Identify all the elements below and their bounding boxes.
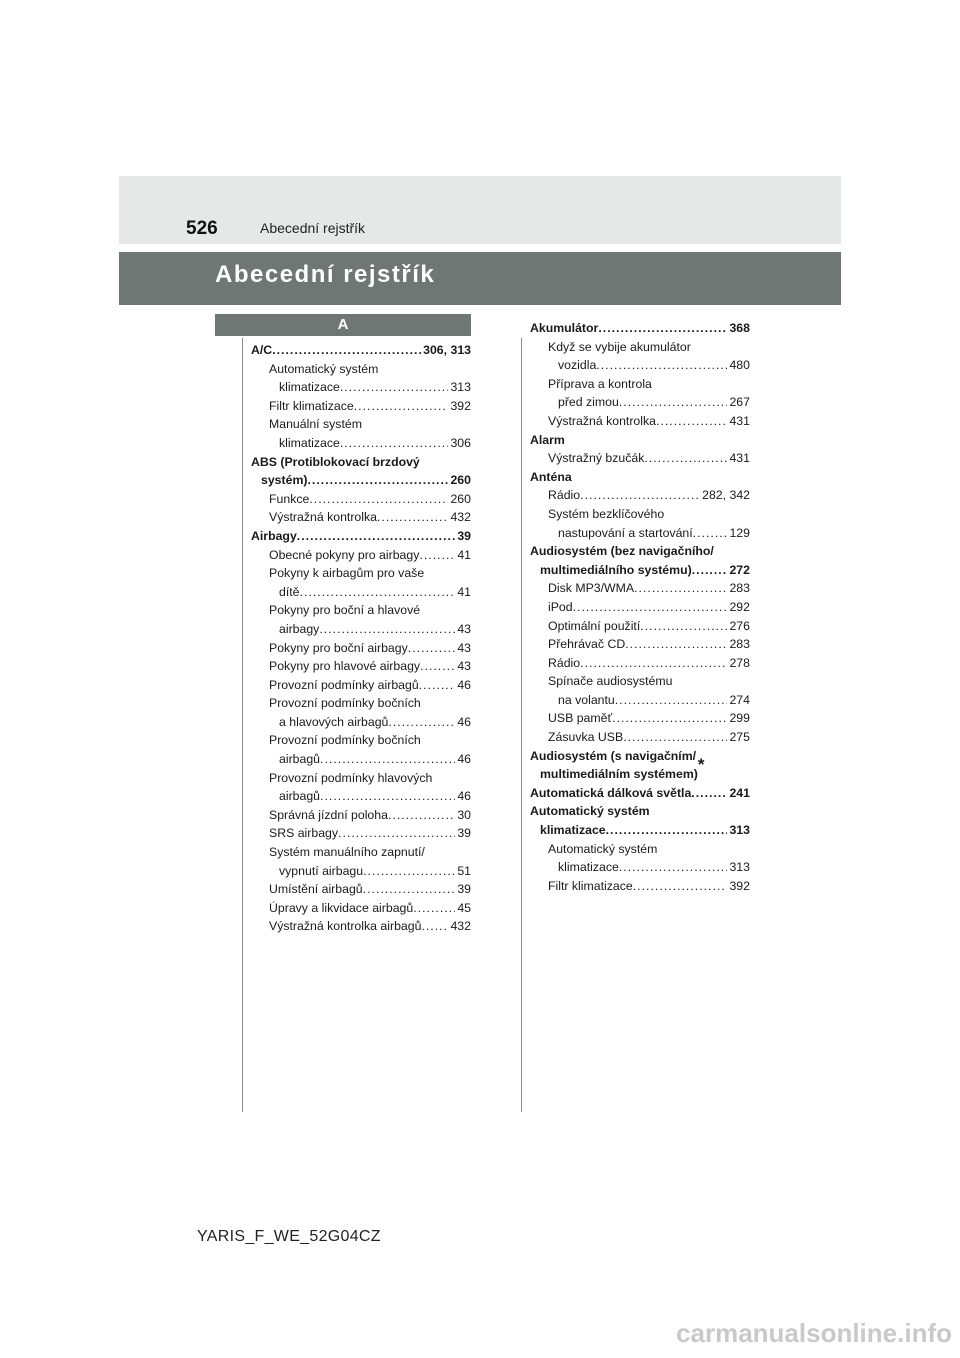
index-entry-page: 272 bbox=[729, 562, 750, 577]
index-entry bbox=[530, 877, 750, 896]
index-entry bbox=[251, 378, 471, 397]
index-entry-page: 299 bbox=[729, 711, 750, 726]
dot-leader bbox=[363, 862, 455, 881]
index-entry-text: airbagů bbox=[279, 752, 321, 767]
index-entry-text: Rádio bbox=[548, 655, 581, 670]
dot-leader bbox=[340, 434, 449, 453]
index-entry-text: Optimální použití bbox=[548, 618, 641, 633]
dot-leader bbox=[615, 691, 728, 710]
index-entry-text: Akumulátor bbox=[530, 321, 599, 335]
index-entry-text: Manuální systém bbox=[269, 417, 362, 432]
dot-leader bbox=[606, 821, 728, 840]
index-entry-text: klimatizace bbox=[558, 860, 619, 875]
index-entry bbox=[530, 468, 750, 487]
index-entry-page: 275 bbox=[729, 730, 750, 745]
index-entry bbox=[251, 620, 471, 639]
dot-leader bbox=[377, 508, 448, 527]
index-entry-text: A/C bbox=[251, 343, 273, 357]
index-entry bbox=[251, 880, 471, 899]
dot-leader bbox=[623, 728, 727, 747]
index-entry bbox=[530, 356, 750, 375]
index-entry-text: USB paměť bbox=[548, 711, 613, 726]
dot-leader bbox=[388, 713, 455, 732]
index-entry-text: Přehrávač CD bbox=[548, 637, 626, 652]
index-entry-page: 41 bbox=[457, 547, 471, 562]
index-entry-text: Úpravy a likvidace airbagů bbox=[269, 900, 414, 915]
index-entry-page: 41 bbox=[457, 584, 471, 599]
index-entry bbox=[251, 583, 471, 602]
index-entry bbox=[530, 840, 750, 859]
index-entry-page: 292 bbox=[729, 599, 750, 614]
dot-leader bbox=[640, 617, 727, 636]
dot-leader bbox=[612, 709, 727, 728]
index-entry-text: Zásuvka USB bbox=[548, 730, 624, 745]
index-entry-page: 274 bbox=[729, 692, 750, 707]
index-entry-text: Obecné pokyny pro airbagy bbox=[269, 547, 420, 562]
index-entry-text: multimediálním systémem) bbox=[540, 767, 698, 782]
index-entry bbox=[251, 843, 471, 862]
index-entry bbox=[251, 415, 471, 434]
index-entry-text: ABS (Protiblokovací brzdový bbox=[251, 454, 420, 469]
index-entry-text: Disk MP3/WMA bbox=[548, 581, 635, 596]
index-entry bbox=[530, 579, 750, 598]
index-entry-page: 51 bbox=[457, 863, 471, 878]
dot-leader bbox=[633, 877, 728, 896]
index-entry-page: 39 bbox=[457, 826, 471, 841]
index-entry-page: 368 bbox=[729, 321, 750, 335]
index-entry-text: Umístění airbagů bbox=[269, 882, 363, 897]
index-entry-page: 392 bbox=[450, 398, 471, 413]
index-entry bbox=[530, 505, 750, 524]
index-entry-text: Automatický systém bbox=[269, 361, 379, 376]
dot-leader bbox=[340, 378, 449, 397]
index-entry-text: Provozní podmínky bočních bbox=[269, 733, 421, 748]
index-entry-text: airbagů bbox=[279, 789, 321, 804]
index-entry bbox=[530, 319, 750, 338]
dot-leader bbox=[598, 319, 727, 338]
index-entry-text: Filtr klimatizace bbox=[548, 878, 633, 893]
index-entry bbox=[530, 709, 750, 728]
dot-leader bbox=[619, 393, 728, 412]
index-entry-page: 43 bbox=[457, 640, 471, 655]
index-entry bbox=[251, 601, 471, 620]
index-entry bbox=[530, 858, 750, 877]
index-entry-page: 313 bbox=[729, 860, 750, 875]
dot-leader bbox=[619, 858, 728, 877]
index-entry-text: Výstražná kontrolka bbox=[269, 510, 377, 525]
index-entry-text: klimatizace bbox=[279, 435, 340, 450]
dot-leader bbox=[656, 412, 727, 431]
index-entry bbox=[530, 449, 750, 468]
index-entry-page: 39 bbox=[457, 882, 471, 897]
index-entry bbox=[251, 639, 471, 658]
dot-leader bbox=[300, 583, 456, 602]
index-entry-page: 46 bbox=[457, 714, 471, 729]
section-letter: A bbox=[215, 314, 471, 336]
index-entry-page: 43 bbox=[457, 659, 471, 674]
index-entry bbox=[530, 561, 750, 580]
index-entry-text: Výstražná kontrolka airbagů bbox=[269, 919, 422, 934]
document-code: YARIS_F_WE_52G04CZ bbox=[197, 1228, 381, 1245]
index-entry bbox=[251, 453, 471, 472]
index-entry-text: Automatický systém bbox=[530, 804, 650, 819]
dot-leader bbox=[644, 449, 727, 468]
index-entry-text: Automatický systém bbox=[548, 841, 658, 856]
dot-leader bbox=[320, 787, 455, 806]
index-entry-page: 267 bbox=[729, 395, 750, 410]
index-entry-page: 46 bbox=[457, 752, 471, 767]
dot-leader bbox=[388, 806, 455, 825]
index-entry bbox=[251, 769, 471, 788]
dot-leader bbox=[413, 899, 455, 918]
index-entry bbox=[530, 412, 750, 431]
index-entry bbox=[251, 527, 471, 546]
index-entry bbox=[530, 654, 750, 673]
index-entry bbox=[530, 691, 750, 710]
index-entry bbox=[530, 542, 750, 561]
index-entry-text: Rádio bbox=[548, 488, 581, 503]
index-entry-page: 313 bbox=[729, 823, 750, 838]
dot-leader bbox=[363, 880, 456, 899]
index-entry bbox=[530, 338, 750, 357]
dot-leader bbox=[309, 490, 448, 509]
index-entry-page: 432 bbox=[450, 510, 471, 525]
index-entry-page: 306, 313 bbox=[423, 343, 471, 357]
index-entry-text: klimatizace bbox=[279, 380, 340, 395]
index-column-right bbox=[530, 319, 750, 895]
index-entry-text: multimediálního systému) bbox=[540, 562, 692, 577]
index-entry-page: 283 bbox=[729, 581, 750, 596]
index-entry bbox=[530, 375, 750, 394]
index-entry-page: 43 bbox=[457, 621, 471, 636]
index-entry-text: Pokyny pro boční a hlavové bbox=[269, 603, 421, 618]
index-entry-text: Funkce bbox=[269, 491, 310, 506]
header-band bbox=[119, 176, 841, 244]
index-entry-text: Provozní podmínky airbagů bbox=[269, 677, 419, 692]
dot-leader bbox=[408, 639, 456, 658]
footnote-asterisk: * bbox=[697, 755, 705, 775]
index-entry-text: Pokyny k airbagům pro vaše bbox=[269, 566, 425, 581]
index-entry-text: SRS airbagy bbox=[269, 826, 339, 841]
index-entry-text: Automatická dálková světla bbox=[530, 785, 692, 800]
index-entry-page: 39 bbox=[457, 528, 471, 543]
dot-leader bbox=[634, 579, 727, 598]
index-entry-page: 46 bbox=[457, 677, 471, 692]
index-entry bbox=[251, 862, 471, 881]
index-entry bbox=[530, 431, 750, 450]
index-entry bbox=[530, 635, 750, 654]
index-entry bbox=[530, 598, 750, 617]
index-entry-page: 432 bbox=[450, 919, 471, 934]
index-column-left bbox=[251, 341, 471, 936]
dot-leader bbox=[272, 341, 421, 360]
index-entry-text: Provozní podmínky bočních bbox=[269, 696, 421, 711]
index-entry bbox=[530, 393, 750, 412]
index-entry bbox=[251, 397, 471, 416]
index-entry bbox=[251, 564, 471, 583]
index-entry bbox=[530, 524, 750, 543]
dot-leader bbox=[580, 654, 727, 673]
column-divider-left bbox=[242, 338, 243, 1112]
index-entry-page: 260 bbox=[450, 473, 471, 488]
index-entry-page: 282, 342 bbox=[702, 488, 750, 503]
index-entry-text: iPod bbox=[548, 599, 573, 614]
watermark: carmanualsonline.info bbox=[676, 1318, 952, 1348]
dot-leader bbox=[580, 486, 700, 505]
index-entry-page: 30 bbox=[457, 807, 471, 822]
dot-leader bbox=[625, 635, 727, 654]
index-entry-text: Výstražná kontrolka bbox=[548, 413, 656, 428]
dot-leader bbox=[307, 471, 448, 490]
dot-leader bbox=[573, 598, 728, 617]
running-head: Abecední rejstřík bbox=[260, 220, 366, 236]
index-entry-text: Filtr klimatizace bbox=[269, 398, 354, 413]
index-entry bbox=[530, 728, 750, 747]
dot-leader bbox=[691, 784, 727, 803]
page-number: 526 bbox=[186, 218, 218, 239]
index-entry bbox=[251, 806, 471, 825]
index-entry bbox=[251, 824, 471, 843]
index-entry bbox=[251, 694, 471, 713]
index-entry-page: 241 bbox=[729, 785, 750, 800]
dot-leader bbox=[320, 750, 455, 769]
index-entry-text: Provozní podmínky hlavových bbox=[269, 770, 433, 785]
page-title: Abecední rejstřík bbox=[215, 261, 436, 288]
index-entry-text: Pokyny pro hlavové airbagy bbox=[269, 659, 421, 674]
index-entry bbox=[251, 657, 471, 676]
dot-leader bbox=[420, 657, 455, 676]
index-entry bbox=[530, 747, 750, 766]
index-entry-page: 260 bbox=[450, 491, 471, 506]
index-entry-text: airbagy bbox=[279, 621, 320, 636]
index-entry bbox=[530, 802, 750, 821]
index-entry-text: Airbagy bbox=[251, 528, 297, 543]
index-entry-text: Pokyny pro boční airbagy bbox=[269, 640, 408, 655]
index-entry bbox=[251, 899, 471, 918]
index-entry-page: 431 bbox=[729, 451, 750, 466]
dot-leader bbox=[421, 917, 448, 936]
index-entry-text: Audiosystém (s navigačním/ bbox=[530, 748, 697, 763]
dot-leader bbox=[419, 676, 456, 695]
index-entry-text: vozidla bbox=[558, 358, 597, 373]
index-entry-page: 306 bbox=[450, 435, 471, 450]
index-entry bbox=[251, 917, 471, 936]
index-entry-page: 276 bbox=[729, 618, 750, 633]
index-entry bbox=[251, 508, 471, 527]
index-entry-text: nastupování a startování bbox=[558, 525, 693, 540]
index-entry bbox=[251, 731, 471, 750]
index-entry bbox=[251, 750, 471, 769]
dot-leader bbox=[338, 824, 455, 843]
index-entry-text: Když se vybije akumulátor bbox=[548, 339, 691, 354]
index-entry-page: 46 bbox=[457, 789, 471, 804]
index-entry bbox=[530, 672, 750, 691]
index-entry-text: Správná jízdní poloha bbox=[269, 807, 388, 822]
index-entry-text: Anténa bbox=[530, 469, 572, 484]
index-entry-page: 313 bbox=[450, 380, 471, 395]
index-entry-page: 392 bbox=[729, 878, 750, 893]
index-entry bbox=[251, 341, 471, 360]
index-entry bbox=[251, 546, 471, 565]
index-entry-page: 480 bbox=[729, 358, 750, 373]
index-entry-text: Spínače audiosystému bbox=[548, 674, 673, 689]
index-entry-text: na volantu bbox=[558, 692, 615, 707]
dot-leader bbox=[693, 524, 728, 543]
index-entry-text: a hlavových airbagů bbox=[279, 714, 389, 729]
index-entry-text: systém) bbox=[261, 473, 308, 488]
index-entry-text: Příprava a kontrola bbox=[548, 376, 652, 391]
dot-leader bbox=[596, 356, 727, 375]
index-entry-text: před zimou bbox=[558, 395, 619, 410]
index-entry bbox=[251, 471, 471, 490]
index-entry-text: klimatizace bbox=[540, 823, 606, 838]
index-entry-text: dítě bbox=[279, 584, 300, 599]
index-entry bbox=[251, 713, 471, 732]
index-entry-text: vypnutí airbagu bbox=[279, 863, 364, 878]
dot-leader bbox=[419, 546, 455, 565]
index-entry bbox=[530, 486, 750, 505]
column-divider-right bbox=[521, 338, 522, 1112]
index-entry-page: 45 bbox=[457, 900, 471, 915]
dot-leader bbox=[319, 620, 455, 639]
dot-leader bbox=[297, 527, 456, 546]
index-entry-text: Výstražný bzučák bbox=[548, 451, 645, 466]
index-entry-text: Audiosystém (bez navigačního/ bbox=[530, 544, 714, 559]
index-entry-text: Systém manuálního zapnutí/ bbox=[269, 845, 425, 860]
index-entry-page: 129 bbox=[729, 525, 750, 540]
index-entry-text: Alarm bbox=[530, 432, 565, 447]
index-entry-page: 283 bbox=[729, 637, 750, 652]
index-entry bbox=[530, 784, 750, 803]
index-entry bbox=[251, 434, 471, 453]
index-entry bbox=[530, 821, 750, 840]
index-entry bbox=[251, 676, 471, 695]
index-entry-page: 278 bbox=[729, 655, 750, 670]
dot-leader bbox=[354, 397, 449, 416]
index-entry-text: Systém bezklíčového bbox=[548, 506, 665, 521]
index-entry bbox=[251, 360, 471, 379]
index-entry bbox=[251, 787, 471, 806]
index-entry-page: 431 bbox=[729, 413, 750, 428]
dot-leader bbox=[692, 561, 728, 580]
index-entry bbox=[251, 490, 471, 509]
index-entry bbox=[530, 617, 750, 636]
